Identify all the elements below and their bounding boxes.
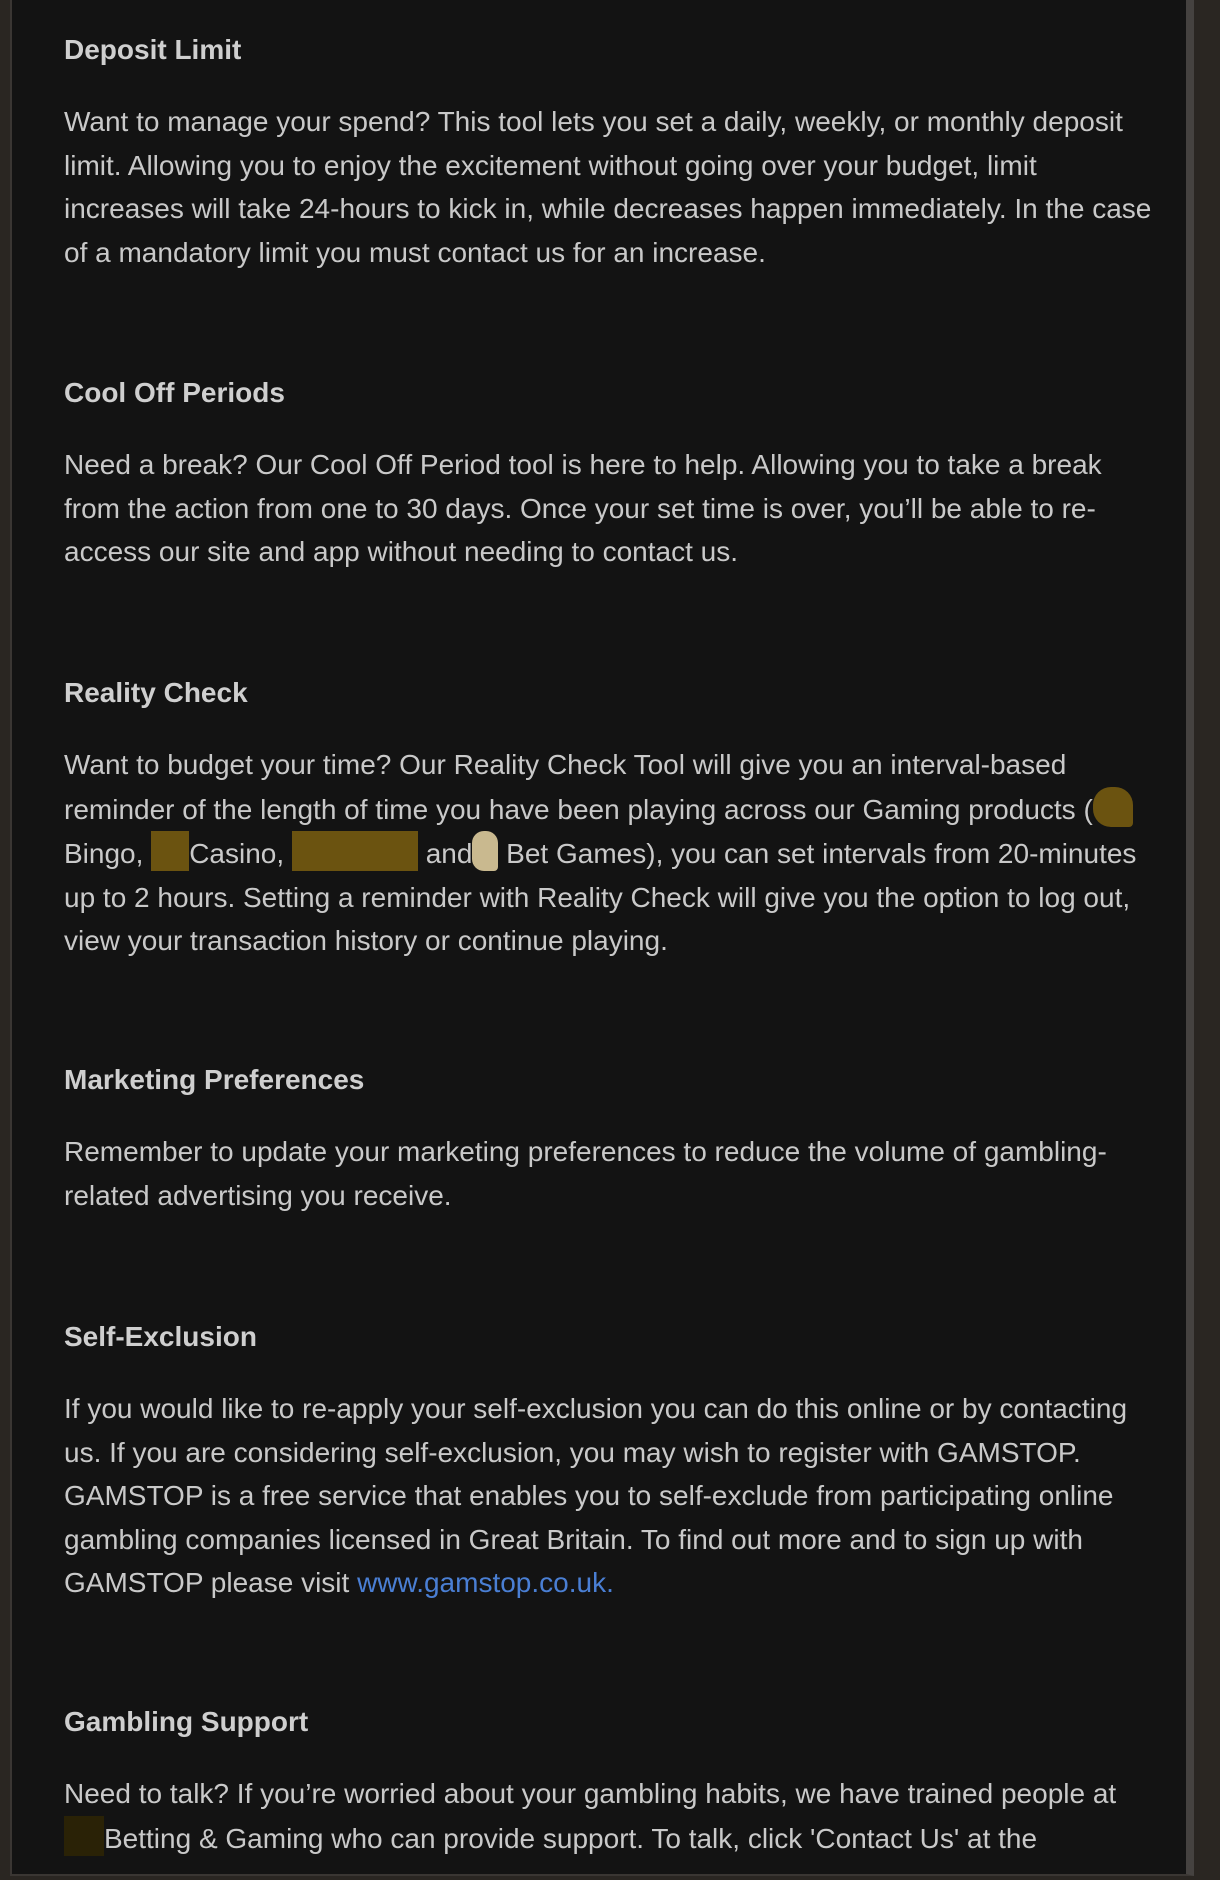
section-self-exclusion [64,1319,1160,1605]
deposit-limit-text: Want to manage your spend? This tool lets you set a daily, weekly, or monthly deposit limit. Allowing you to enjoy the excitement without going over your budget, limit increases will take 24-hours to kick in, while decreases happen immediately. In the case of a mandatory limit you must contact us for an increase. [64,106,1152,268]
redacted-brand-logo [64,1816,104,1856]
casino-label: Casino, [189,838,285,869]
section-deposit-limit [64,32,1160,274]
reality-check-text [64,743,1160,963]
gambling-support-heading: Gambling Support [64,1706,309,1737]
self-exclusion-text [64,1387,1160,1605]
gambling-support-text-part-2: Betting & Gaming who can provide support. To talk, click 'Contact Us' at the [104,1822,1038,1854]
redacted-brand-logo [151,831,189,871]
reality-check-text-part-1: Want to budget your time? Our Reality Check Tool will give you an interval-based reminder of the length of time you have been playing across our Gaming products ( [64,749,1093,825]
redacted-brand-logo [1093,787,1133,827]
cool-off-heading: Cool Off Periods [64,377,285,408]
self-exclusion-body: If you would like to re-apply your self-exclusion you can do this online or by contacting us. If you are considering self-exclusion, you may wish to register with GAMSTOP. GAMSTOP is a free service that enables you to self-exclude from participating online gambling companies licensed in Great Britain. To find out more and to sign up with GAMSTOP please visit [64,1393,1128,1598]
cool-off-text: Need a break? Our Cool Off Period tool is here to help. Allowing you to take a break from the action from one to 30 days. Once your set time is over, you’ll be able to re-access our site and app without needing to contact us. [64,449,1102,567]
gambling-support-text [64,1772,1160,1860]
deposit-limit-heading: Deposit Limit [64,34,242,65]
marketing-heading: Marketing Preferences [64,1064,365,1095]
redacted-brand-name [292,831,418,871]
reality-check-text-part-2: Bet Games), you can set intervals from 20-minutes up to 2 hours. Setting a reminder with Reality Check will give you the option to log out, view your transaction history or continue playing. [64,838,1137,956]
section-gambling-support [64,1704,1160,1860]
section-cool-off [64,375,1160,574]
self-exclusion-heading: Self-Exclusion [64,1321,257,1352]
reality-check-heading: Reality Check [64,677,248,708]
gambling-support-text-part-1: Need to talk? If you’re worried about your gambling habits, we have trained people at [64,1778,1117,1809]
marketing-text: Remember to update your marketing preferences to reduce the volume of gambling-related advertising you receive. [64,1136,1107,1211]
gamstop-link[interactable]: www.gamstop.co.uk. [357,1567,614,1598]
section-marketing [64,1062,1160,1217]
and-label: and [425,838,473,869]
redacted-brand-logo [472,831,498,871]
section-reality-check [64,675,1160,963]
content-panel[interactable] [10,0,1194,1876]
bingo-label: Bingo, [64,838,144,869]
